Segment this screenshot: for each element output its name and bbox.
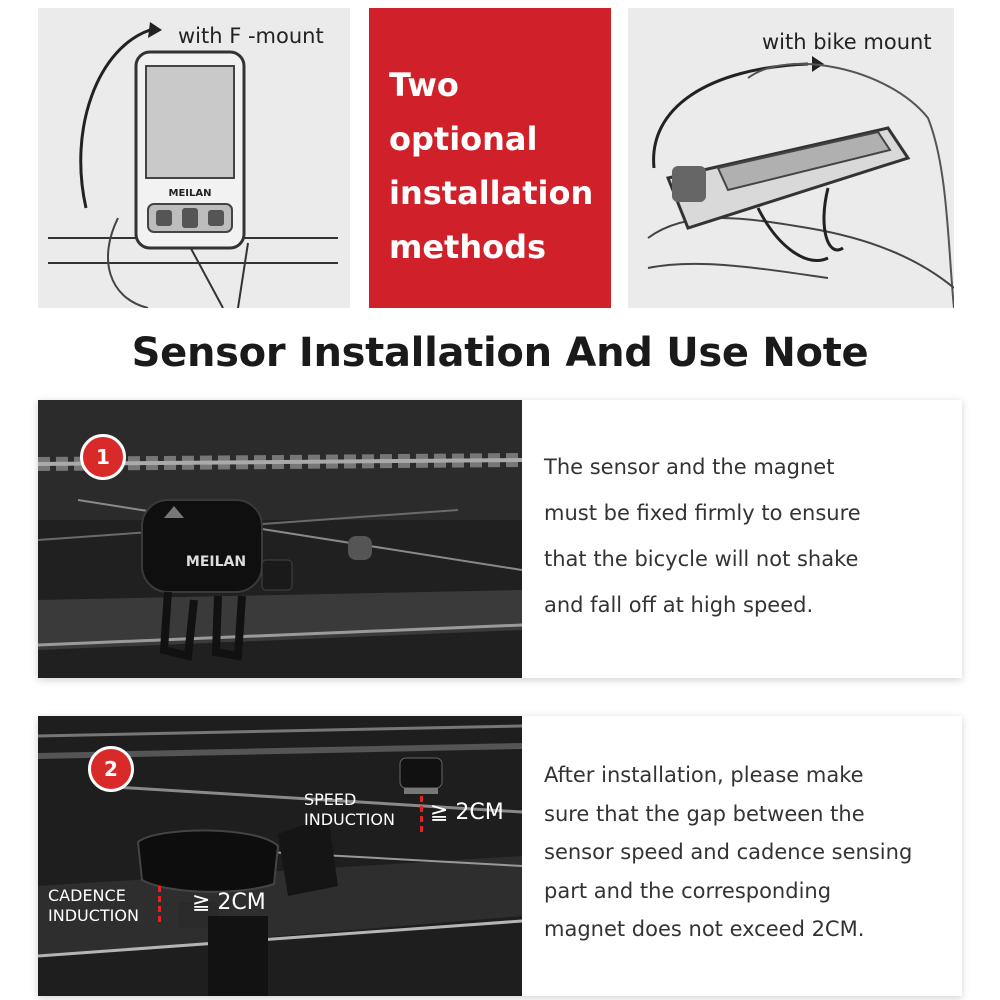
f-mount-drawing (38, 8, 350, 308)
note-line: sure that the gap between the (544, 801, 865, 826)
note-card-2 (38, 716, 962, 996)
note-line: After installation, please make (544, 763, 864, 787)
f-mount-illustration (38, 8, 350, 308)
note-line: The sensor and the magnet (544, 455, 835, 479)
speed-label-line: INDUCTION (304, 810, 395, 829)
cadence-label-line: CADENCE (48, 886, 126, 905)
step-badge-2: 2 (88, 746, 134, 792)
sensor-brand-text: MEILAN (185, 554, 247, 570)
sensor-mount-photo (38, 400, 522, 678)
speed-gap-value: ≧ 2CM (430, 800, 504, 825)
installation-methods-heading (389, 58, 603, 274)
speed-induction-label (304, 790, 395, 830)
note-card-1 (38, 400, 962, 678)
heading-line: Two (389, 66, 459, 104)
note-line: and fall off at high speed. (544, 593, 814, 617)
cadence-induction-label (48, 886, 139, 926)
heading-line: optional (389, 120, 538, 158)
note-line: part and the corresponding (544, 878, 832, 903)
note-text-2 (544, 756, 952, 949)
bike-mount-caption: with bike mount (762, 30, 932, 54)
installation-methods-panel (369, 8, 611, 308)
speed-label-line: SPEED (304, 790, 357, 809)
note-text-1 (544, 444, 952, 628)
cadence-gap-value: ≧ 2CM (192, 890, 266, 915)
device-brand-text: MEILAN (168, 188, 212, 199)
heading-line: methods (389, 228, 547, 266)
step-badge-1: 1 (80, 434, 126, 480)
cadence-label-line: INDUCTION (48, 906, 139, 925)
bike-mount-illustration (628, 8, 954, 308)
note-line: that the bicycle will not shake (544, 547, 859, 571)
f-mount-caption: with F -mount (178, 24, 324, 48)
section-title: Sensor Installation And Use Note (131, 330, 869, 376)
cadence-gap-marker (158, 886, 161, 922)
speed-gap-marker (420, 796, 423, 832)
note-line: magnet does not exceed 2CM. (544, 917, 865, 941)
induction-gap-photo (38, 716, 522, 996)
heading-line: installation (389, 174, 594, 212)
note-line: sensor speed and cadence sensing (544, 840, 913, 864)
note-line: must be fixed firmly to ensure (544, 501, 861, 525)
